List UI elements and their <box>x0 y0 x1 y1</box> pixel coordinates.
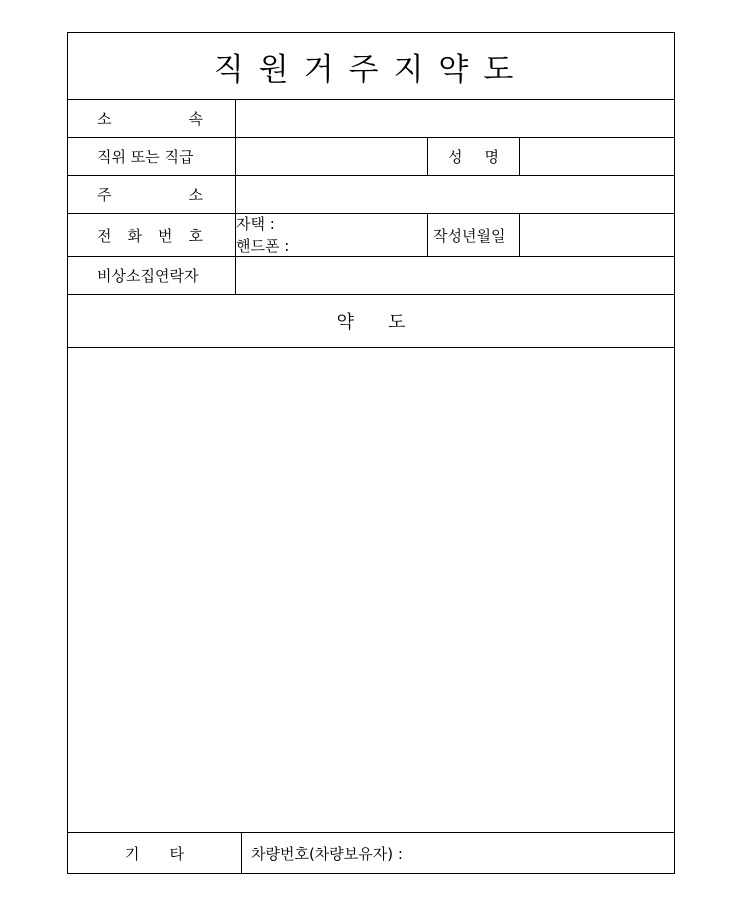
affiliation-label: 소 속 <box>97 110 203 128</box>
form-title: 직원거주지약도 <box>213 52 529 88</box>
mobile-phone-label: 핸드폰 : <box>236 237 290 255</box>
phone-field[interactable] <box>236 213 427 256</box>
date-field[interactable] <box>520 214 674 256</box>
phone-label: 전 화 번 호 <box>97 226 203 245</box>
home-phone-label: 자택 : <box>236 215 275 233</box>
name-label: 성 명 <box>448 148 499 166</box>
divider <box>427 213 428 256</box>
vehicle-number-field[interactable]: 차량번호(차량보유자) : <box>251 844 403 863</box>
address-label: 주 소 <box>97 186 203 204</box>
map-section-title: 약도 <box>336 312 440 333</box>
position-field[interactable] <box>236 138 427 175</box>
position-label: 직위 또는 직급 <box>97 148 194 166</box>
address-field[interactable] <box>236 176 674 213</box>
other-label: 기 타 <box>125 844 184 863</box>
emergency-contact-field[interactable] <box>236 257 674 294</box>
name-field[interactable] <box>520 138 674 175</box>
emergency-contact-label: 비상소집연락자 <box>97 267 199 285</box>
divider <box>241 832 242 873</box>
affiliation-field[interactable] <box>236 100 674 137</box>
residence-map-form <box>67 32 675 874</box>
date-label: 작성년월일 <box>433 226 506 245</box>
map-drawing-area[interactable] <box>68 348 674 832</box>
